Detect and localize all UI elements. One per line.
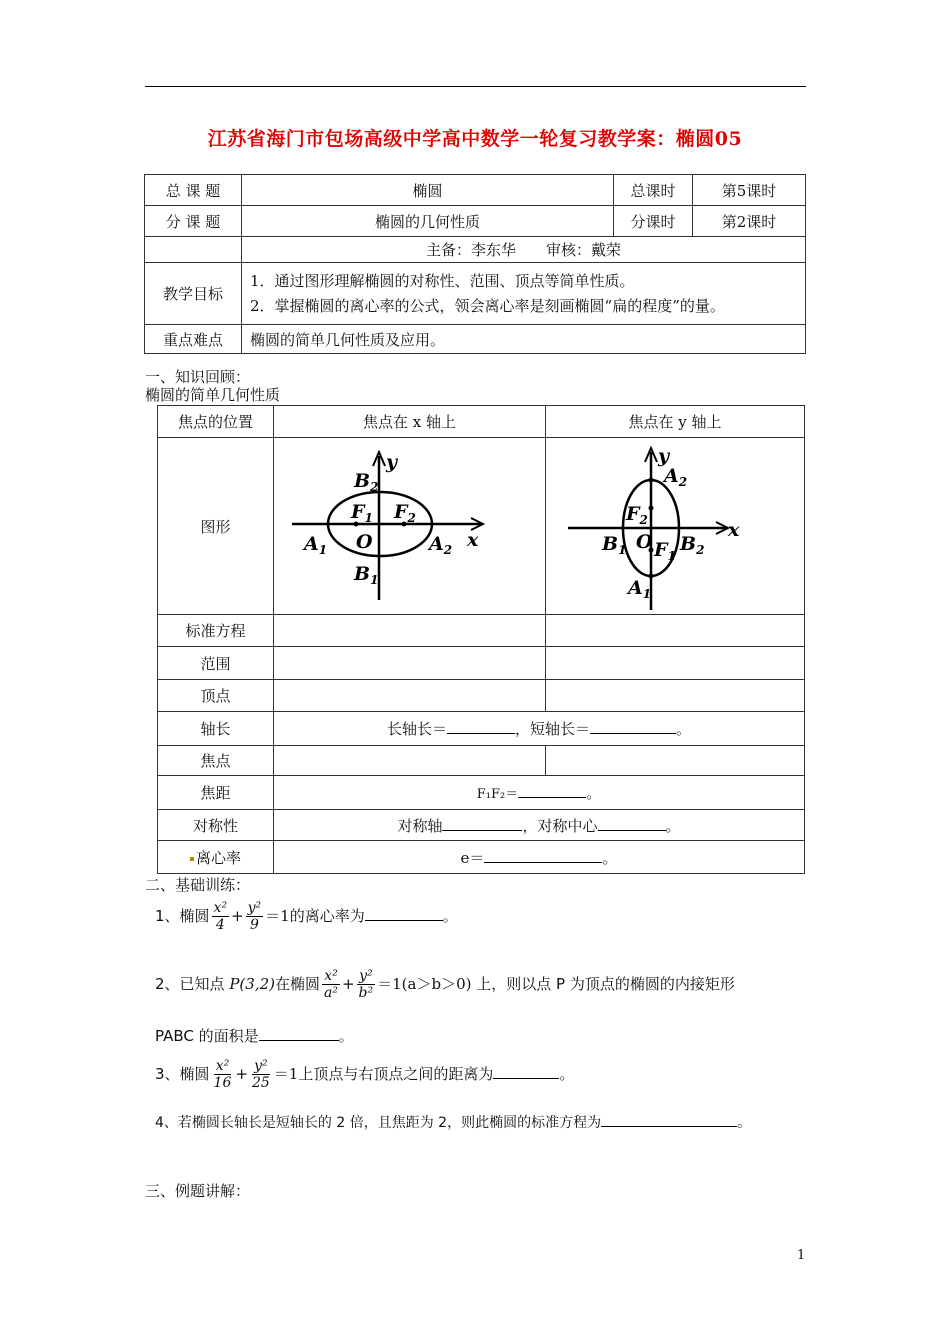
- key-value: 椭圆的简单几何性质及应用。: [242, 325, 806, 354]
- question-2-cont: PABC 的面积是 。: [155, 1027, 354, 1045]
- row-label-focal-distance: 焦距: [158, 776, 274, 810]
- fill-blank: [484, 848, 602, 863]
- header-y-axis: 焦点在 y 轴上: [546, 406, 805, 438]
- table-row: [158, 776, 805, 810]
- question-3: 3、椭圆 $\frac{\text{x²}}{16}$ + $\frac{\text{y²}}{25}$ ＝1上顶点与右顶点之间的距离为 。: [155, 1058, 575, 1092]
- table-row: [158, 712, 805, 746]
- svg-text:B2: $B_2$: [680, 533, 705, 557]
- total-hours-label: 总课时: [614, 175, 693, 206]
- table-row: [158, 438, 805, 615]
- svg-text:x: x: [728, 519, 740, 541]
- svg-text:B1: $B_1$: [354, 563, 379, 587]
- authors: 主备：李东华 审核：戴荣: [242, 237, 806, 263]
- fraction: $\frac{\text{y²}}{25}$: [251, 1058, 270, 1092]
- svg-text:F2: $F_2$: [626, 503, 648, 527]
- row-label-range: 范围: [158, 647, 274, 680]
- fill-blank: [601, 1112, 737, 1127]
- fraction: $\frac{\text{x²}}{4}$: [213, 900, 228, 934]
- svg-text:y: y: [386, 451, 398, 473]
- svg-text:B1: $B_1$: [602, 533, 627, 557]
- total-hours-value: 第5课时: [693, 175, 806, 206]
- svg-text:A1: $A_1$: [628, 577, 652, 601]
- table-row: [158, 810, 805, 841]
- fill-blank: [590, 719, 676, 734]
- properties-table: [157, 405, 805, 874]
- marker-dot: [190, 857, 194, 861]
- goal-item: 1．通过图形理解椭圆的对称性、范围、顶点等简单性质。: [250, 271, 635, 290]
- answer-cell: [546, 615, 805, 647]
- table-row: [158, 680, 805, 712]
- row-label-symmetry: 对称性: [158, 810, 274, 841]
- sub-hours-label: 分课时: [614, 206, 693, 237]
- goal-content: [242, 263, 806, 325]
- answer-cell: [274, 647, 546, 680]
- table-row: [145, 325, 806, 354]
- table-row: [158, 746, 805, 776]
- table-row: [145, 175, 806, 206]
- fill-blank: [518, 783, 586, 798]
- svg-text:F1: $F_1$: [351, 501, 373, 525]
- fill-blank: [493, 1064, 559, 1079]
- answer-cell: [546, 647, 805, 680]
- table-row: [158, 841, 805, 874]
- section-heading: 二、基础训练：: [145, 876, 251, 894]
- fill-blank: [259, 1026, 339, 1041]
- goal-item: 2．掌握椭圆的离心率的公式，领会离心率是刻画椭圆“扁的程度”的量。: [250, 296, 725, 315]
- svg-text:x: x: [467, 529, 479, 551]
- header-focus-position: 焦点的位置: [158, 406, 274, 438]
- answer-cell: [546, 746, 805, 776]
- answer-cell: [546, 680, 805, 712]
- table-row: [145, 263, 806, 325]
- table-row: [158, 406, 805, 438]
- table-row: [145, 206, 806, 237]
- ellipse-y-figure: [546, 438, 804, 614]
- section-heading: 三、例题讲解：: [145, 1182, 251, 1200]
- row-label-focus: 焦点: [158, 746, 274, 776]
- svg-text:F2: $F_2$: [394, 501, 416, 525]
- sub-topic-label: 分 课 题: [145, 206, 242, 237]
- ellipse-x-figure: [274, 438, 544, 614]
- fill-blank: [442, 816, 522, 831]
- fraction: $\frac{\text{y²}}{\text{b²}}$: [358, 968, 374, 1002]
- section-heading: 一、知识回顾：: [145, 368, 251, 386]
- answer-cell: [274, 615, 546, 647]
- page-title: 江苏省海门市包场高级中学高中数学一轮复习教学案：椭圆05: [207, 128, 743, 150]
- figure-y-ellipse-cell: [546, 438, 805, 615]
- svg-text:A1: $A_1$: [304, 533, 328, 557]
- header-rule: [145, 86, 806, 87]
- question-2: 2、已知点 P(3,2)在椭圆 $\frac{\text{x²}}{\text{a²}}$ + $\frac{\text{y²}}{\text{b²}}$ ＝1(a＞b＞0) 上，则以点 P 为顶点的椭圆的内接矩形: [155, 968, 735, 1002]
- axis-length-cell: 长轴长＝ ，短轴长＝ 。: [274, 712, 805, 746]
- focal-distance-cell: F₁F₂＝ 。: [274, 776, 805, 810]
- question-1: 1、椭圆 $\frac{\text{x²}}{4}$ + $\frac{\text{y²}}{9}$ ＝1的离心率为 。: [155, 900, 458, 934]
- row-label-equation: 标准方程: [158, 615, 274, 647]
- total-topic-value: 椭圆: [242, 175, 614, 206]
- fraction: $\frac{\text{x²}}{\text{a²}}$: [324, 968, 338, 1002]
- empty-cell: [145, 237, 242, 263]
- key-label: 重点难点: [145, 325, 242, 354]
- figure-x-ellipse-cell: [274, 438, 546, 615]
- fill-blank: [447, 719, 515, 734]
- symmetry-cell: 对称轴 ，对称中心 。: [274, 810, 805, 841]
- table-row: [158, 615, 805, 647]
- goal-label: 教学目标: [145, 263, 242, 325]
- answer-cell: [274, 680, 546, 712]
- row-label-vertex: 顶点: [158, 680, 274, 712]
- header-x-axis: 焦点在 x 轴上: [274, 406, 546, 438]
- svg-text:y: y: [658, 445, 670, 467]
- fill-blank: [598, 816, 666, 831]
- sub-topic-value: 椭圆的几何性质: [242, 206, 614, 237]
- sub-hours-value: 第2课时: [693, 206, 806, 237]
- total-topic-label: 总 课 题: [145, 175, 242, 206]
- svg-text:A2: $A_2$: [664, 465, 688, 489]
- lesson-info-table: [144, 174, 806, 354]
- svg-text:F1: $F_1$: [654, 539, 676, 563]
- svg-text:A2: $A_2$: [429, 533, 453, 557]
- question-4: 4、若椭圆长轴长是短轴长的 2 倍，且焦距为 2，则此椭圆的标准方程为 。: [155, 1112, 751, 1132]
- row-label-eccentricity: 离心率: [158, 841, 274, 874]
- svg-text:B2: $B_2$: [354, 470, 379, 494]
- table-row: [158, 647, 805, 680]
- fraction: $\frac{\text{x²}}{16}$: [213, 1058, 232, 1092]
- page-number: 1: [797, 1248, 806, 1263]
- row-label-figure: 图形: [158, 438, 274, 615]
- answer-cell: [274, 746, 546, 776]
- eccentricity-cell: e＝ 。: [274, 841, 805, 874]
- row-label-axis: 轴长: [158, 712, 274, 746]
- section-subheading: 椭圆的简单几何性质: [145, 386, 281, 404]
- fill-blank: [365, 906, 443, 921]
- svg-text:O: O: [636, 531, 653, 553]
- svg-text:O: O: [356, 531, 373, 553]
- table-row: [145, 237, 806, 263]
- fraction: $\frac{\text{y²}}{9}$: [247, 900, 262, 934]
